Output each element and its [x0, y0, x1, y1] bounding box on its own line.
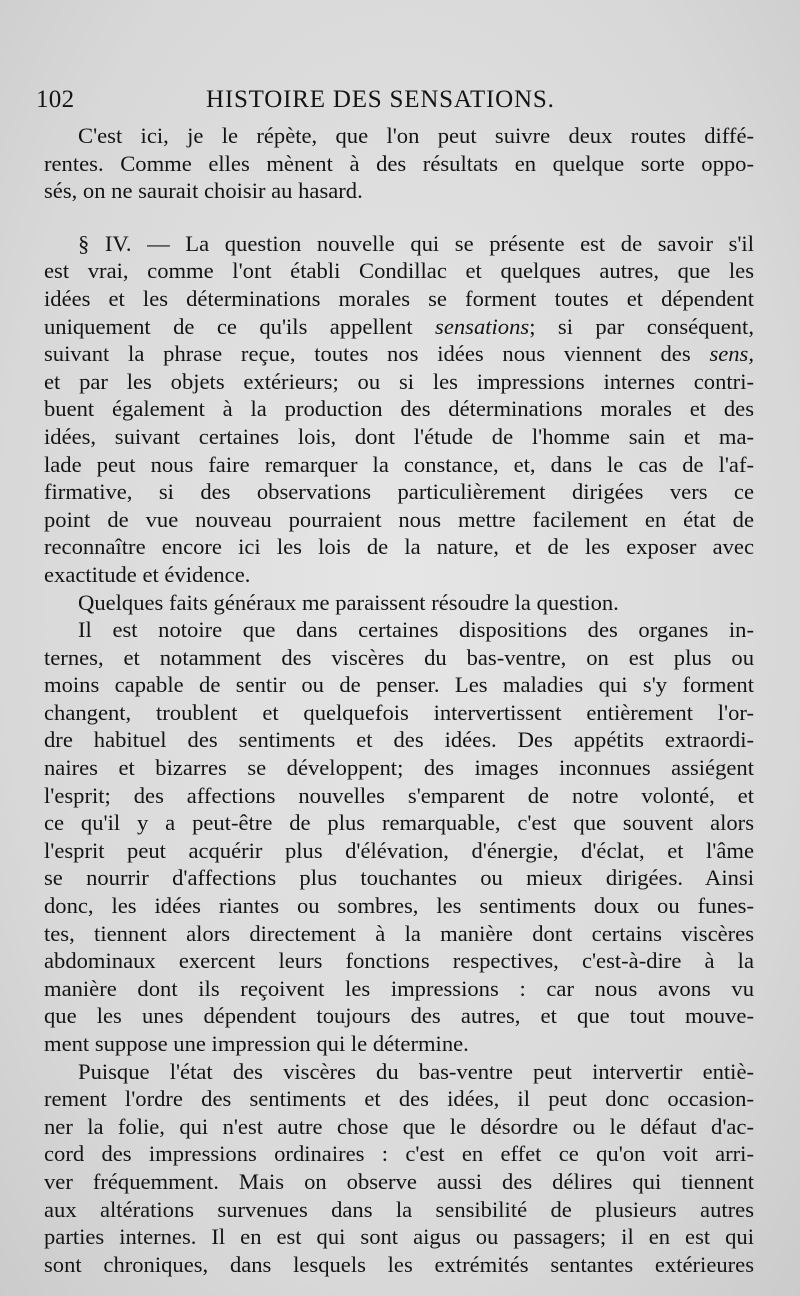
- text-line: cord des impressions ordinaires : c'est en effet ce qu'on voit arri-: [44, 1141, 754, 1167]
- text-line: reconnaître encore ici les lois de la nature, et de les exposer avec: [44, 534, 754, 560]
- text-line: l'esprit peut acquérir plus d'élévation, d'énergie, d'éclat, et l'âme: [44, 837, 754, 863]
- paragraph: [44, 589, 754, 617]
- text-line: ment suppose une impression qui le détermine.: [44, 1031, 469, 1056]
- text-line: uniquement de ce qu'ils appellent sensations; si par conséquent,: [44, 313, 754, 339]
- text-line: § IV. — La question nouvelle qui se présente est de savoir s'il: [78, 230, 754, 256]
- page-number: 102: [36, 86, 75, 113]
- text-line: sés, on ne saurait choisir au hasard.: [44, 178, 363, 204]
- text-line: ce qu'il y a peut-être de plus remarquable, c'est que souvent alors: [44, 810, 754, 836]
- text-line: dre habituel des sentiments et des idées. Des appétits extraordi-: [44, 727, 754, 753]
- text-line: Puisque l'état des viscères du bas-ventre peut intervertir entiè-: [78, 1058, 754, 1084]
- text-line: naires et bizarres se développent; des images inconnues assiégent: [44, 755, 754, 781]
- text-line: Il est notoire que dans certaines dispositions des organes in-: [78, 617, 754, 643]
- text-line: lade peut nous faire remarquer la constance, et, dans le cas de l'af-: [44, 451, 754, 477]
- paragraph-section-iv: [44, 230, 754, 589]
- text-line: tes, tiennent alors directement à la manière dont certains viscères: [44, 920, 754, 946]
- text-line: sont chroniques, dans lesquels les extrémités sentantes extérieures: [44, 1251, 754, 1277]
- text-line: Quelques faits généraux me paraissent résoudre la question.: [78, 589, 619, 615]
- text-line: ternes, et notamment des viscères du bas-ventre, on est plus ou: [44, 644, 754, 670]
- paragraph: [44, 1058, 754, 1279]
- text-line: idées, suivant certaines lois, dont l'étude de l'homme sain et ma-: [44, 423, 754, 449]
- text-line: buent également à la production des déterminations morales et des: [44, 396, 754, 422]
- text-line: ver fréquemment. Mais on observe aussi des délires qui tiennent: [44, 1168, 754, 1194]
- paragraph: [44, 122, 754, 205]
- text-line: rement l'ordre des sentiments et des idées, il peut donc occasion-: [44, 1086, 754, 1112]
- text-line: rentes. Comme elles mènent à des résultats en quelque sorte oppo-: [44, 150, 754, 176]
- text-line: est vrai, comme l'ont établi Condillac et quelques autres, que les: [44, 258, 754, 284]
- text-line: exactitude et évidence.: [44, 561, 251, 587]
- text-line: manière dont ils reçoivent les impressions : car nous avons vu: [44, 975, 754, 1001]
- text-line: changent, troublent et quelquefois intervertissent entièrement l'or-: [44, 699, 754, 725]
- page-header: [36, 84, 756, 124]
- running-title: HISTOIRE DES SENSATIONS.: [206, 86, 555, 113]
- paragraph: [44, 616, 754, 1058]
- text-line: ner la folie, qui n'est autre chose que le désordre ou le défaut d'ac-: [44, 1113, 754, 1139]
- text-line: aux altérations survenues dans la sensibilité de plusieurs autres: [44, 1196, 754, 1222]
- text-line: parties internes. Il en est qui sont aigus ou passagers; il en est qui: [44, 1224, 754, 1250]
- text-line: se nourrir d'affections plus touchantes ou mieux dirigées. Ainsi: [44, 865, 754, 891]
- paragraph-gap: [44, 205, 754, 230]
- text-line: idées et les déterminations morales se forment toutes et dépendent: [44, 285, 754, 311]
- text-line: point de vue nouveau pourraient nous mettre facilement en état de: [44, 506, 754, 532]
- text-line: donc, les idées riantes ou sombres, les sentiments doux ou funes-: [44, 893, 754, 919]
- text-line: l'esprit; des affections nouvelles s'emparent de notre volonté, et: [44, 782, 754, 808]
- text-line: suivant la phrase reçue, toutes nos idées nous viennent des sens,: [44, 341, 754, 367]
- text-line: C'est ici, je le répète, que l'on peut suivre deux routes diffé-: [78, 123, 754, 148]
- text-line: moins capable de sentir ou de penser. Les maladies qui s'y forment: [44, 672, 754, 698]
- body-text: [44, 122, 754, 1278]
- text-line: et par les objets extérieurs; ou si les impressions internes contri-: [44, 368, 754, 394]
- text-line: firmative, si des observations particulièrement dirigées vers ce: [44, 479, 754, 505]
- text-line: que les unes dépendent toujours des autres, et que tout mouve-: [44, 1003, 754, 1029]
- text-line: abdominaux exercent leurs fonctions respectives, c'est-à-dire à la: [44, 948, 754, 974]
